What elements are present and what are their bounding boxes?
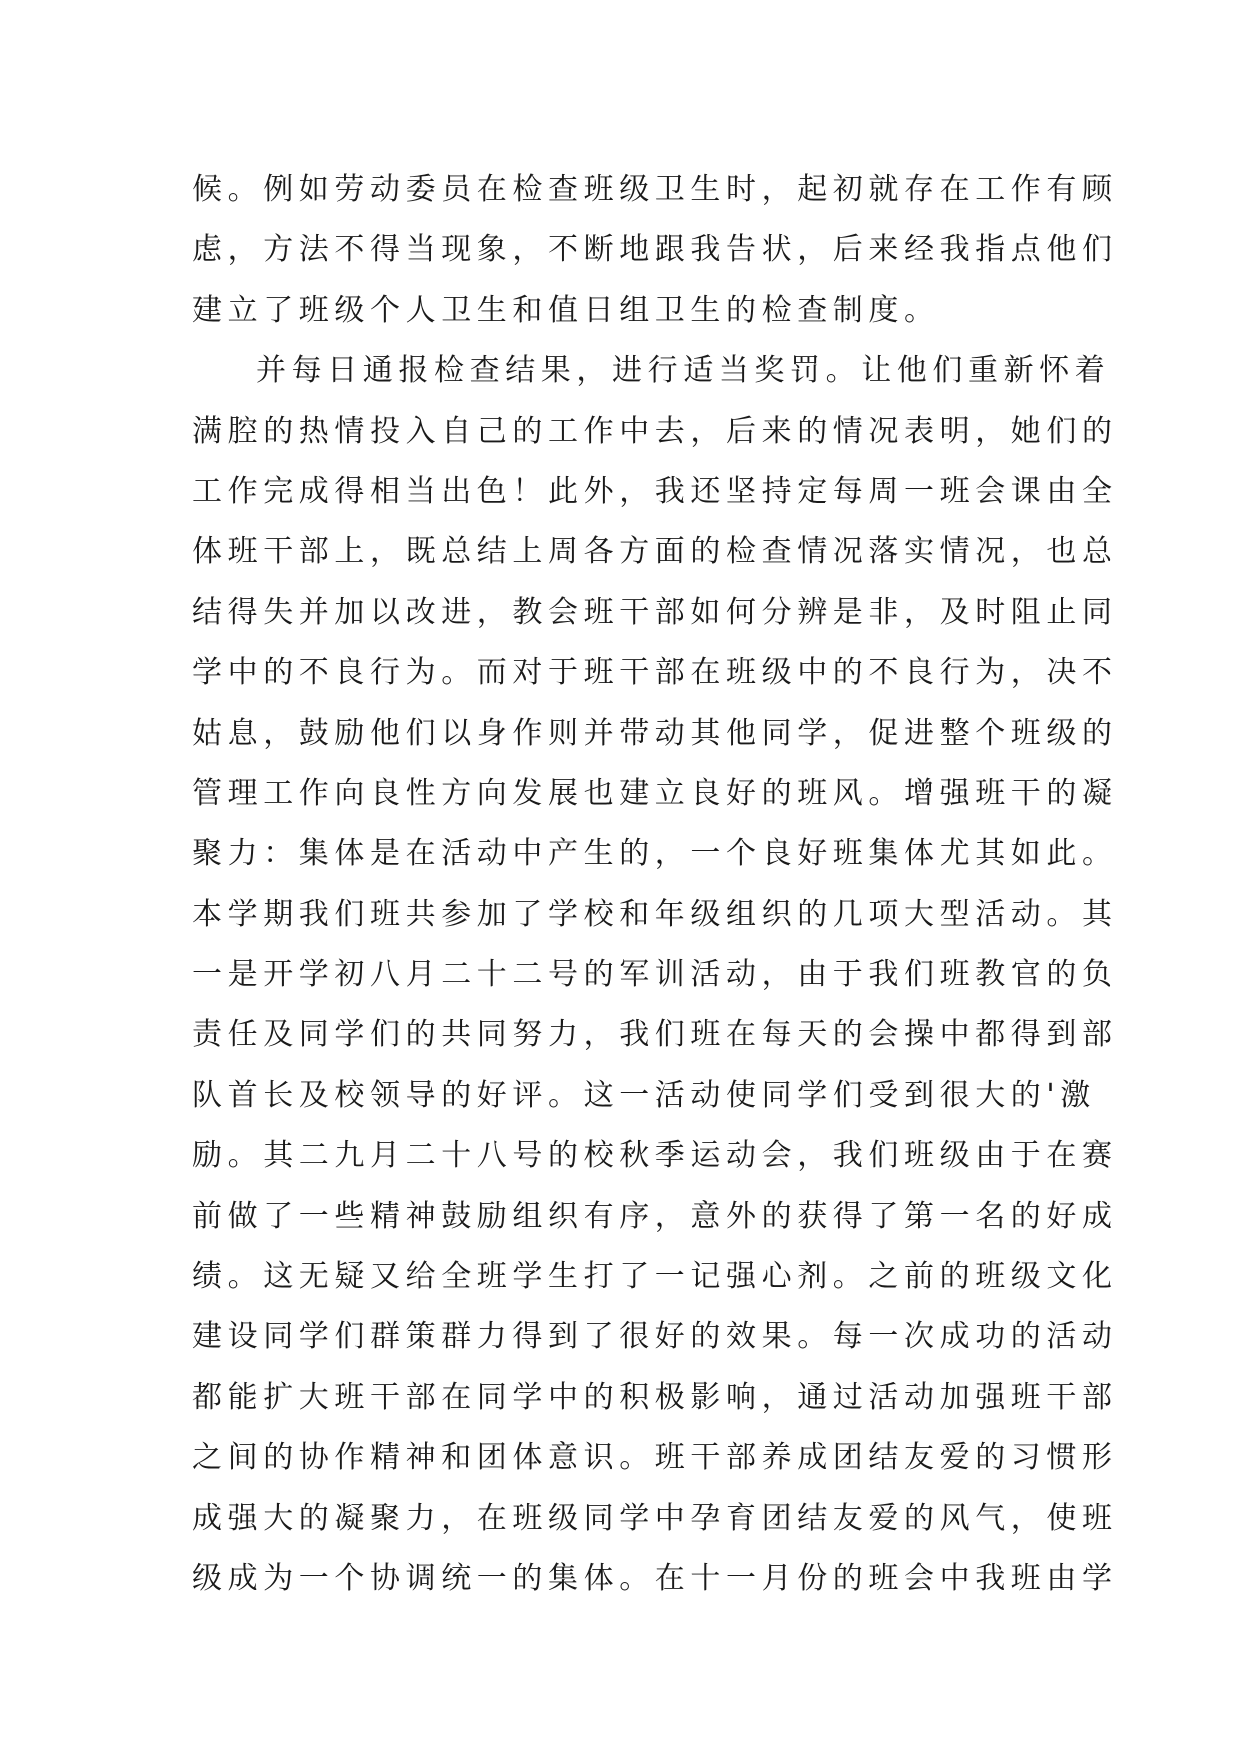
- text-line: 结得失并加以改进，教会班干部如何分辨是非，及时阻止同: [192, 594, 1118, 630]
- text-line: 建立了班级个人卫生和值日组卫生的检查制度。: [192, 292, 940, 328]
- text-line: 级成为一个协调统一的集体。在十一月份的班会中我班由学: [192, 1560, 1118, 1596]
- text-line: 本学期我们班共参加了学校和年级组织的几项大型活动。其: [192, 896, 1118, 932]
- text-line: 虑，方法不得当现象，不断地跟我告状，后来经我指点他们: [192, 232, 1118, 268]
- paragraph-first-line: 并每日通报检查结果，进行适当奖罚。让他们重新怀着: [256, 353, 1111, 389]
- text-line: 工作完成得相当出色！此外，我还坚持定每周一班会课由全: [192, 473, 1118, 509]
- text-line: 姑息，鼓励他们以身作则并带动其他同学，促进整个班级的: [192, 715, 1118, 751]
- text-line: 一是开学初八月二十二号的军训活动，由于我们班教官的负: [192, 957, 1118, 993]
- body-text: [192, 160, 1118, 1609]
- text-line: 前做了一些精神鼓励组织有序，意外的获得了第一名的好成: [192, 1198, 1118, 1234]
- text-line: 绩。这无疑又给全班学生打了一记强心剂。之前的班级文化: [192, 1259, 1118, 1295]
- text-line: 候。例如劳动委员在检查班级卫生时，起初就存在工作有顾: [192, 172, 1118, 207]
- text-line: 都能扩大班干部在同学中的积极影响，通过活动加强班干部: [192, 1379, 1118, 1415]
- text-line: 管理工作向良性方向发展也建立良好的班风。增强班干的凝: [192, 775, 1118, 811]
- text-line: 责任及同学们的共同努力，我们班在每天的会操中都得到部: [192, 1017, 1118, 1053]
- text-line: 建设同学们群策群力得到了很好的效果。每一次成功的活动: [192, 1319, 1118, 1355]
- text-line: 学中的不良行为。而对于班干部在班级中的不良行为，决不: [192, 655, 1118, 691]
- text-line: 聚力：集体是在活动中产生的，一个良好班集体尤其如此。: [192, 836, 1118, 872]
- text-line: 成强大的凝聚力，在班级同学中孕育团结友爱的风气，使班: [192, 1500, 1118, 1536]
- text-line: 之间的协作精神和团体意识。班干部养成团结友爱的习惯形: [192, 1440, 1118, 1476]
- text-line: 满腔的热情投入自己的工作中去，后来的情况表明，她们的: [192, 413, 1118, 449]
- text-line: 励。其二九月二十八号的校秋季运动会，我们班级由于在赛: [192, 1138, 1118, 1174]
- text-line: 体班干部上，既总结上周各方面的检查情况落实情况，也总: [192, 534, 1118, 570]
- text-line: 队首长及校领导的好评。这一活动使同学们受到很大的'激: [192, 1077, 1096, 1113]
